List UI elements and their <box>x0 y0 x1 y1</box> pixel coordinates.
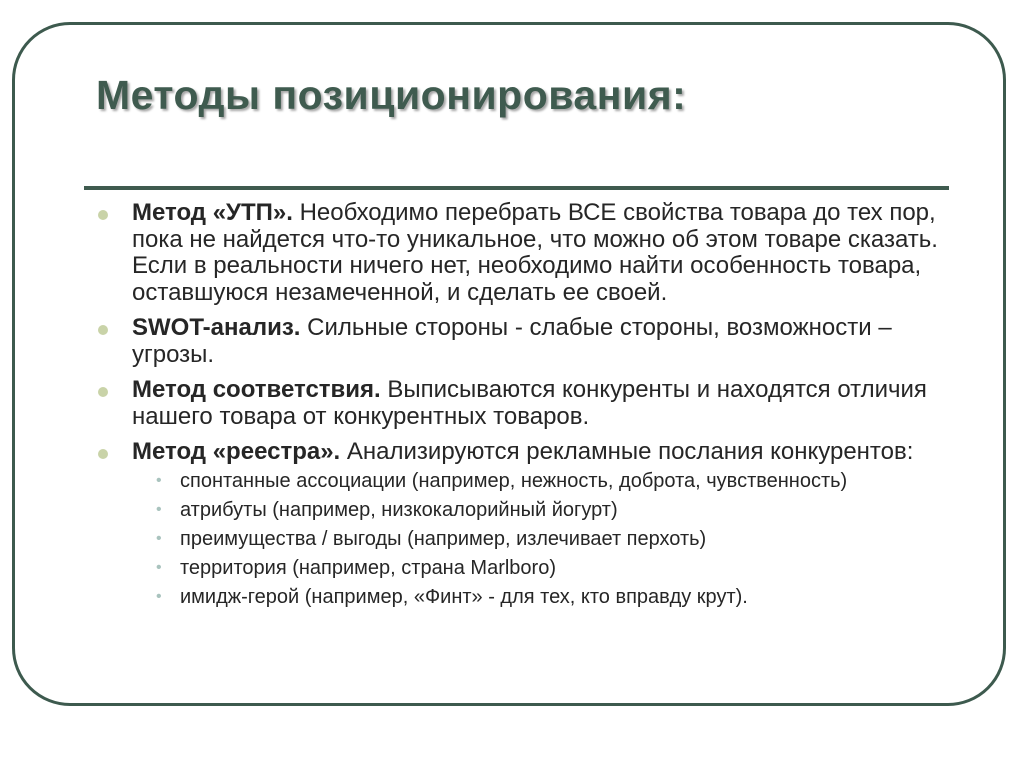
bullet-item-correspondence <box>96 377 946 430</box>
bullet-list <box>96 200 946 608</box>
sub-bullet-dot-icon: • <box>156 471 162 489</box>
slide-title: Методы позиционирования: <box>96 72 687 118</box>
sub-bullet-item <box>142 557 946 579</box>
sub-bullet-item <box>142 499 946 521</box>
bullet-text: Выписываются конкуренты и находятся отличия нашего товара от конкурентных товаров. <box>132 376 927 430</box>
sub-bullet-dot-icon: • <box>156 587 162 605</box>
sub-bullet-item <box>142 470 946 492</box>
sub-bullet-text: имидж-герой (например, «Финт» - для тех, кто вправду крут). <box>180 585 748 608</box>
bullet-lead: Метод «реестра». <box>132 438 341 465</box>
bullet-dot-icon <box>98 449 108 459</box>
bullet-item-utp <box>96 200 946 306</box>
bullet-text: Необходимо перебрать ВСЕ свойства товара до тех пор, пока не найдется что-то уникальное, что можно об этом товаре сказать. Если в реальности ничего нет, необходимо найти особенность товара, оставшуюся незамеченной, и сделать ее своей. <box>132 199 938 306</box>
bullet-dot-icon <box>98 387 108 397</box>
bullet-lead: Метод соответствия. <box>132 376 381 403</box>
bullet-item-swot <box>96 315 946 368</box>
sub-bullet-item <box>142 528 946 550</box>
slide-content <box>96 200 946 617</box>
bullet-text: Анализируются рекламные послания конкурентов: <box>340 438 914 465</box>
sub-bullet-dot-icon: • <box>156 529 162 547</box>
sub-bullet-text: преимущества / выгоды (например, излечивает перхоть) <box>180 527 707 550</box>
bullet-dot-icon <box>98 325 108 335</box>
sub-bullet-text: территория (например, страна Marlboro) <box>180 556 556 579</box>
bullet-lead: Метод «УТП». <box>132 199 293 226</box>
sub-bullet-item <box>142 586 946 608</box>
bullet-dot-icon <box>98 210 108 220</box>
bullet-text: Сильные стороны - слабые стороны, возможности – угрозы. <box>132 314 892 368</box>
sub-bullet-list <box>142 470 946 608</box>
sub-bullet-dot-icon: • <box>156 558 162 576</box>
title-divider <box>84 186 949 190</box>
sub-bullet-dot-icon: • <box>156 500 162 518</box>
sub-bullet-text: спонтанные ассоциации (например, нежность, доброта, чувственность) <box>180 469 848 492</box>
bullet-lead: SWOT-анализ. <box>132 314 301 341</box>
sub-bullet-text: атрибуты (например, низкокалорийный йогурт) <box>180 498 618 521</box>
bullet-item-registry <box>96 439 946 608</box>
